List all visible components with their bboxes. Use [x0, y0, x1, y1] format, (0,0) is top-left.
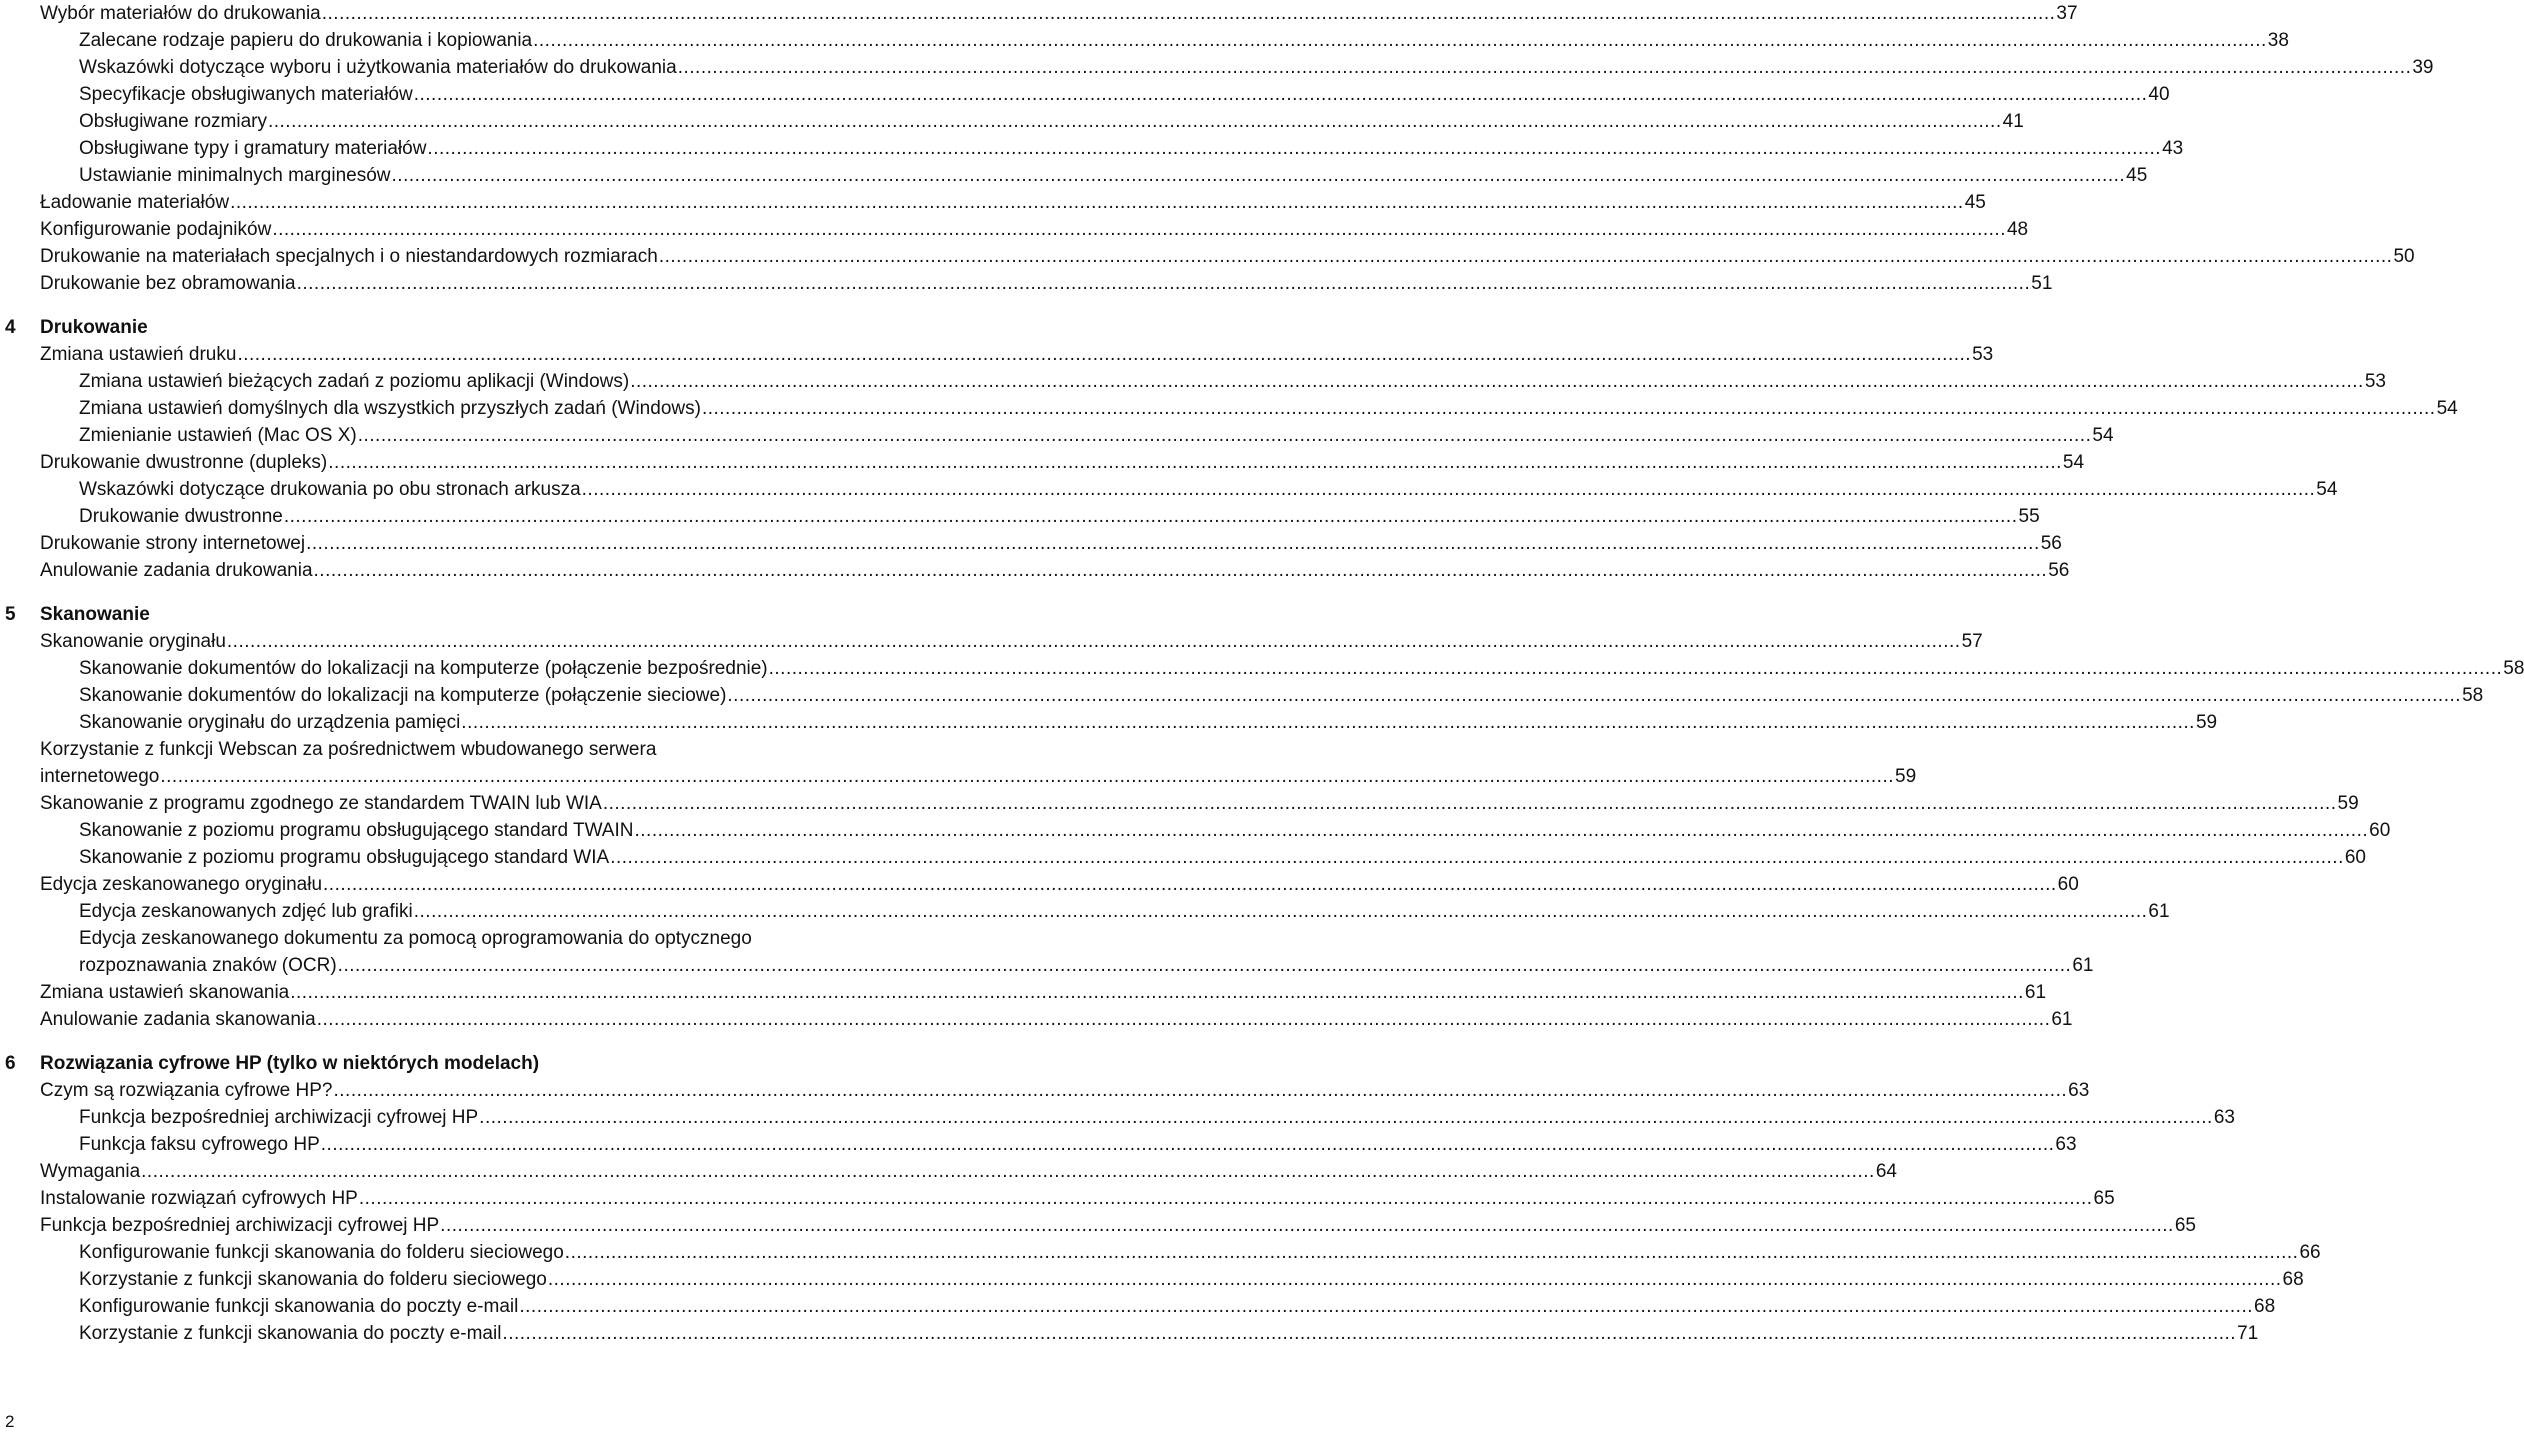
toc-entry	[79, 898, 2170, 925]
dot-leader: ............................................................................................................................................................................................................................................................................................................	[502, 1323, 2237, 1344]
dot-leader: ............................................................................................................................................................................................................................................................................................................	[272, 219, 2006, 240]
toc-entry-title: Zalecane rodzaje papieru do drukowania i kopiowania	[79, 30, 533, 51]
toc-entry-page: 61	[2148, 901, 2170, 922]
toc-entry-title: Zmiana ustawień skanowania	[40, 982, 290, 1003]
toc-entry-title: Drukowanie dwustronne (dupleks)	[40, 452, 328, 473]
toc-entry	[40, 449, 2085, 476]
toc-entry	[40, 1212, 2196, 1239]
toc-entry-text-line: Korzystanie z funkcji Webscan za pośrednictwem wbudowanego serwera	[40, 739, 657, 760]
dot-leader: ............................................................................................................................................................................................................................................................................................................	[413, 84, 2148, 105]
dot-leader: ............................................................................................................................................................................................................................................................................................................	[391, 165, 2126, 186]
toc-entry-title: Zmiana ustawień druku	[40, 344, 237, 365]
dot-leader: ............................................................................................................................................................................................................................................................................................................	[226, 631, 1961, 652]
toc-entry-page: 41	[2002, 111, 2024, 132]
section-title: Skanowanie	[40, 604, 150, 625]
toc-entry-title: Skanowanie z programu zgodnego ze standardem TWAIN lub WIA	[40, 793, 602, 814]
toc-entry-page: 57	[1961, 631, 1983, 652]
toc-entry-page: 56	[2048, 560, 2070, 581]
toc-entry-title: Anulowanie zadania drukowania	[40, 560, 313, 581]
toc-entry-title: Drukowanie na materiałach specjalnych i o niestandardowych rozmiarach	[40, 246, 658, 267]
toc-entry-title: Obsługiwane rozmiary	[79, 111, 267, 132]
toc-entry-page: 54	[2092, 425, 2114, 446]
toc-entry-title: Konfigurowanie funkcji skanowania do folderu sieciowego	[79, 1242, 564, 1263]
dot-leader: ............................................................................................................................................................................................................................................................................................................	[283, 506, 2018, 527]
dot-leader: ............................................................................................................................................................................................................................................................................................................	[630, 371, 2364, 392]
toc-entry	[40, 216, 2029, 243]
toc-entry	[40, 871, 2079, 898]
toc-entry-title: Ładowanie materiałów	[40, 192, 230, 213]
toc-entry	[40, 628, 1983, 655]
toc-entry	[79, 108, 2024, 135]
toc-entry	[40, 1006, 2073, 1033]
toc-entry-page: 54	[2062, 452, 2085, 473]
toc-entry	[79, 395, 2458, 422]
toc-entry	[79, 162, 2148, 189]
toc-entry	[79, 1131, 2077, 1158]
toc-entry-page: 51	[2031, 273, 2053, 294]
toc-entry	[40, 763, 1917, 790]
toc-entry-title: rozpoznawania znaków (OCR)	[79, 955, 337, 976]
toc-entry	[40, 530, 2062, 557]
toc-entry-page: 56	[2040, 533, 2062, 554]
toc-entry-page: 54	[2316, 479, 2338, 500]
toc-entry-title: Korzystanie z funkcji skanowania do folderu sieciowego	[79, 1269, 547, 1290]
section-title: Drukowanie	[40, 317, 148, 338]
dot-leader: ............................................................................................................................................................................................................................................................................................................	[320, 1134, 2055, 1155]
toc-entry-page: 43	[2162, 138, 2184, 159]
toc-entry-page: 65	[2093, 1188, 2115, 1209]
toc-entry-page: 59	[2337, 793, 2359, 814]
dot-leader: ............................................................................................................................................................................................................................................................................................................	[328, 452, 2062, 473]
toc-entry-title: Drukowanie strony internetowej	[40, 533, 306, 554]
toc-entry-title: Konfigurowanie podajników	[40, 219, 272, 240]
toc-entry-title: Ustawianie minimalnych marginesów	[79, 165, 391, 186]
toc-entry-page: 60	[2344, 847, 2366, 868]
dot-leader: ............................................................................................................................................................................................................................................................................................................	[141, 1161, 1875, 1182]
toc-entry	[40, 0, 2078, 27]
toc-entry-page: 40	[2148, 84, 2170, 105]
toc-entry	[79, 81, 2170, 108]
toc-entry-title: Skanowanie oryginału do urządzenia pamięci	[79, 712, 461, 733]
dot-leader: ............................................................................................................................................................................................................................................................................................................	[413, 901, 2148, 922]
dot-leader: ............................................................................................................................................................................................................................................................................................................	[313, 560, 2048, 581]
toc-entry	[79, 1320, 2259, 1347]
toc-entry	[79, 1293, 2276, 1320]
toc-entry-page: 53	[2364, 371, 2386, 392]
toc-entry	[79, 54, 2434, 81]
toc-entry-page: 37	[2056, 3, 2078, 24]
toc-entry-title: Wymagania	[40, 1161, 141, 1182]
toc-entry-title: Edycja zeskanowanego oryginału	[40, 874, 323, 895]
toc-entry-page: 59	[1895, 766, 1917, 787]
toc-entry	[79, 135, 2184, 162]
toc-entry	[40, 557, 2070, 584]
toc-entry-page: 55	[2018, 506, 2040, 527]
toc-entry	[40, 189, 1986, 216]
section-heading	[0, 601, 960, 628]
toc-entry	[79, 952, 2094, 979]
dot-leader: ............................................................................................................................................................................................................................................................................................................	[296, 273, 2031, 294]
toc-entry-title: Drukowanie bez obramowania	[40, 273, 296, 294]
dot-leader: ............................................................................................................................................................................................................................................................................................................	[634, 820, 2369, 841]
toc-entry	[79, 503, 2040, 530]
toc-entry-title: Skanowanie z poziomu programu obsługującego standard WIA	[79, 847, 610, 868]
toc-entry-page: 59	[2195, 712, 2218, 733]
dot-leader: ............................................................................................................................................................................................................................................................................................................	[323, 874, 2057, 895]
section-title: Rozwiązania cyfrowe HP (tylko w niektórych modelach)	[40, 1053, 540, 1074]
section-heading	[0, 314, 960, 341]
toc-entry-title: Funkcja bezpośredniej archiwizacji cyfrowej HP	[79, 1107, 479, 1128]
toc-entry-page: 68	[2254, 1296, 2276, 1317]
toc-entry	[40, 979, 2047, 1006]
dot-leader: ............................................................................................................................................................................................................................................................................................................	[479, 1107, 2213, 1128]
dot-leader: ............................................................................................................................................................................................................................................................................................................	[290, 982, 2024, 1003]
toc-entry-title: Zmiana ustawień domyślnych dla wszystkich przyszłych zadań (Windows)	[79, 398, 701, 419]
toc-entry-page: 60	[2369, 820, 2391, 841]
toc-entry	[79, 1266, 2304, 1293]
toc-entry-title: Anulowanie zadania skanowania	[40, 1009, 316, 1030]
toc-entry	[40, 790, 2359, 817]
toc-entry-title: Specyfikacje obsługiwanych materiałów	[79, 84, 413, 105]
toc-entry-title: Instalowanie rozwiązań cyfrowych HP	[40, 1188, 358, 1209]
toc-entry-page: 61	[2051, 1009, 2073, 1030]
toc-entry-title: Skanowanie oryginału	[40, 631, 226, 652]
toc-entry	[40, 243, 2415, 270]
toc-entry	[40, 1077, 2090, 1104]
dot-leader: ............................................................................................................................................................................................................................................................................................................	[564, 1242, 2299, 1263]
toc-entry	[79, 422, 2114, 449]
toc-entry-page: 45	[1964, 192, 1986, 213]
toc-entry-title: internetowego	[40, 766, 160, 787]
toc-entry-page: 50	[2393, 246, 2415, 267]
dot-leader: ............................................................................................................................................................................................................................................................................................................	[677, 57, 2412, 78]
dot-leader: ............................................................................................................................................................................................................................................................................................................	[333, 1080, 2068, 1101]
dot-leader: ............................................................................................................................................................................................................................................................................................................	[610, 847, 2344, 868]
toc-entry-title: Wybór materiałów do drukowania	[40, 3, 321, 24]
dot-leader: ............................................................................................................................................................................................................................................................................................................	[701, 398, 2436, 419]
toc-entry-page: 58	[2462, 685, 2484, 706]
toc-entry-title: Obsługiwane typy i gramatury materiałów	[79, 138, 427, 159]
toc-entry-page: 39	[2412, 57, 2434, 78]
toc-entry-page: 53	[1972, 344, 1994, 365]
toc-entry-title: Wskazówki dotyczące drukowania po obu stronach arkusza	[79, 479, 581, 500]
toc-entry-page: 58	[2503, 658, 2524, 679]
toc-entry	[79, 682, 2484, 709]
toc-entry-text-line: Edycja zeskanowanego dokumentu za pomocą oprogramowania do optycznego	[79, 928, 752, 949]
toc-entry-title: Konfigurowanie funkcji skanowania do poczty e-mail	[79, 1296, 519, 1317]
section-number: 6	[5, 1053, 16, 1074]
toc-entry-title: Czym są rozwiązania cyfrowe HP?	[40, 1080, 333, 1101]
dot-leader: ............................................................................................................................................................................................................................................................................................................	[316, 1009, 2051, 1030]
toc-entry	[79, 709, 2218, 736]
toc-entry-title: Korzystanie z funkcji skanowania do poczty e-mail	[79, 1323, 502, 1344]
dot-leader: ............................................................................................................................................................................................................................................................................................................	[602, 793, 2337, 814]
toc-entry-title: Drukowanie dwustronne	[79, 506, 283, 527]
toc-entry	[79, 1104, 2235, 1131]
dot-leader: ............................................................................................................................................................................................................................................................................................................	[547, 1269, 2282, 1290]
toc-entry-page: 38	[2267, 30, 2289, 51]
toc-entry-title: Zmiana ustawień bieżących zadań z poziomu aplikacji (Windows)	[79, 371, 630, 392]
toc-entry	[40, 270, 2053, 297]
dot-leader: ............................................................................................................................................................................................................................................................................................................	[237, 344, 1972, 365]
dot-leader: ............................................................................................................................................................................................................................................................................................................	[321, 3, 2056, 24]
toc-entry-page: 61	[2024, 982, 2047, 1003]
toc-entry-page: 61	[2072, 955, 2094, 976]
toc-entry-title: Skanowanie dokumentów do lokalizacji na komputerze (połączenie bezpośrednie)	[79, 658, 768, 679]
toc-entry	[79, 817, 2391, 844]
toc-entry-page: 63	[2055, 1134, 2077, 1155]
toc-entry-page: 66	[2299, 1242, 2321, 1263]
dot-leader: ............................................................................................................................................................................................................................................................................................................	[427, 138, 2162, 159]
toc-entry-page: 68	[2282, 1269, 2304, 1290]
dot-leader: ............................................................................................................................................................................................................................................................................................................	[727, 685, 2462, 706]
dot-leader: ............................................................................................................................................................................................................................................................................................................	[358, 1188, 2093, 1209]
toc-entry	[40, 1158, 1897, 1185]
dot-leader: ............................................................................................................................................................................................................................................................................................................	[230, 192, 1964, 213]
toc-entry	[79, 844, 2366, 871]
toc-entry	[79, 1239, 2321, 1266]
toc-entry-title: Wskazówki dotyczące wyboru i użytkowania materiałów do drukowania	[79, 57, 677, 78]
section-number: 5	[5, 604, 16, 625]
toc-entry	[79, 476, 2338, 503]
toc-entry-page: 65	[2174, 1215, 2196, 1236]
toc-entry-page: 45	[2126, 165, 2148, 186]
section-number: 4	[5, 317, 16, 338]
toc-entry-title: Zmienianie ustawień (Mac OS X)	[79, 425, 357, 446]
toc-entry-page: 64	[1875, 1161, 1897, 1182]
toc-entry	[40, 1185, 2115, 1212]
dot-leader: ............................................................................................................................................................................................................................................................................................................	[461, 712, 2195, 733]
toc-entry	[79, 655, 2524, 682]
dot-leader: ............................................................................................................................................................................................................................................................................................................	[581, 479, 2316, 500]
toc-entry-title: Funkcja bezpośredniej archiwizacji cyfrowej HP	[40, 1215, 440, 1236]
toc-entry-page: 54	[2436, 398, 2458, 419]
dot-leader: ............................................................................................................................................................................................................................................................................................................	[160, 766, 1895, 787]
toc-entry-title: Funkcja faksu cyfrowego HP	[79, 1134, 320, 1155]
dot-leader: ............................................................................................................................................................................................................................................................................................................	[519, 1296, 2254, 1317]
dot-leader: ............................................................................................................................................................................................................................................................................................................	[267, 111, 2002, 132]
toc-entry-page: 63	[2213, 1107, 2235, 1128]
toc-entry-page: 63	[2068, 1080, 2090, 1101]
toc-entry-title: Skanowanie z poziomu programu obsługującego standard TWAIN	[79, 820, 634, 841]
dot-leader: ............................................................................................................................................................................................................................................................................................................	[337, 955, 2072, 976]
toc-entry-page: 60	[2057, 874, 2079, 895]
dot-leader: ............................................................................................................................................................................................................................................................................................................	[533, 30, 2267, 51]
page-number: 2	[5, 1412, 15, 1431]
toc-entry	[40, 341, 1994, 368]
toc-entry	[79, 27, 2289, 54]
dot-leader: ............................................................................................................................................................................................................................................................................................................	[440, 1215, 2174, 1236]
toc-entry-page: 71	[2237, 1323, 2259, 1344]
dot-leader: ............................................................................................................................................................................................................................................................................................................	[768, 658, 2503, 679]
toc-entry-title: Edycja zeskanowanych zdjęć lub grafiki	[79, 901, 413, 922]
toc-entry	[79, 368, 2386, 395]
section-heading	[0, 1050, 960, 1077]
dot-leader: ............................................................................................................................................................................................................................................................................................................	[306, 533, 2040, 554]
toc-entry-page: 48	[2006, 219, 2029, 240]
toc-entry-title: Skanowanie dokumentów do lokalizacji na komputerze (połączenie sieciowe)	[79, 685, 727, 706]
dot-leader: ............................................................................................................................................................................................................................................................................................................	[357, 425, 2092, 446]
dot-leader: ............................................................................................................................................................................................................................................................................................................	[658, 246, 2393, 267]
